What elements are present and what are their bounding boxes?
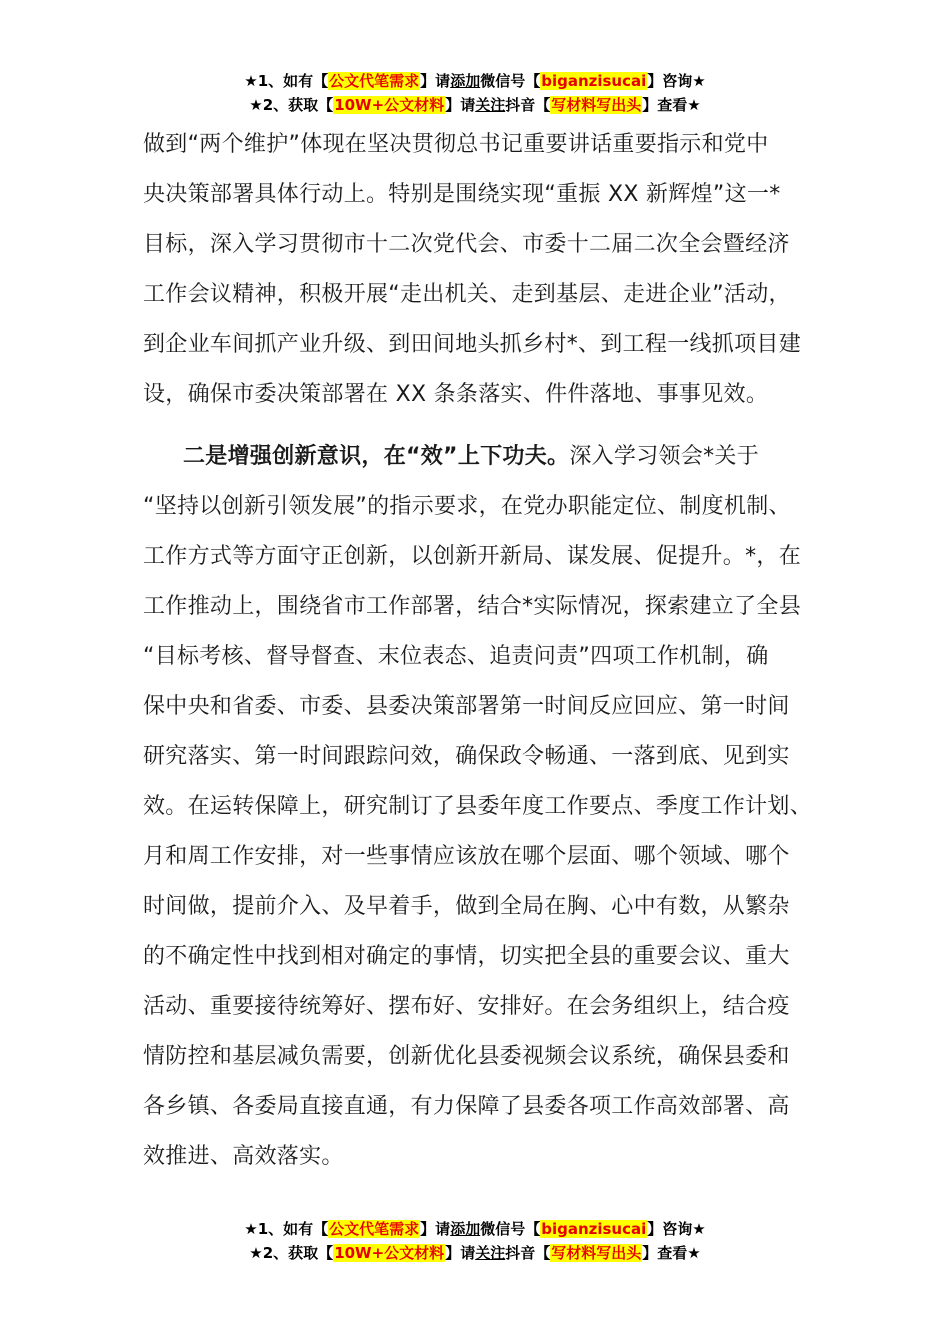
text-line: 研究落实、第一时间跟踪问效，确保政令畅通、一落到底、见到实 <box>143 744 790 769</box>
highlight-materials: 10W+公文材料 <box>334 1244 445 1262</box>
paragraph-spacer <box>143 420 833 432</box>
text-line: 工作会议精神，积极开展“走出机关、走到基层、走进企业”活动， <box>143 282 791 307</box>
banner-line-2 <box>0 1241 950 1265</box>
highlight-materials: 10W+公文材料 <box>334 96 445 114</box>
highlight-douyin-account: 写材料写出头 <box>551 1244 642 1262</box>
banner-underlined-text: 关注 <box>475 1244 506 1262</box>
text-line: 效推进、高效落实。 <box>143 1144 344 1169</box>
paragraph-heading: 二是增强创新意识，在“效”上下功夫。 <box>183 444 570 469</box>
document-body <box>143 120 833 1182</box>
banner-text: 抖音【 <box>505 1244 551 1262</box>
highlight-wechat-id: biganzisucai <box>541 72 647 90</box>
banner-text: ★1、如有【 <box>244 1220 329 1238</box>
banner-text: ★2、获取【 <box>249 1244 334 1262</box>
text-line: 情防控和基层减负需要，创新优化县委视频会议系统，确保县委和 <box>143 1044 790 1069</box>
banner-underlined-text: 添加 <box>450 1220 481 1238</box>
text-line: 工作方式等方面守正创新，以创新开新局、谋发展、促提升。*，在 <box>143 544 802 569</box>
paragraph-2 <box>143 432 833 1182</box>
banner-text: 】请 <box>445 1244 476 1262</box>
text-line: 到企业车间抓产业升级、到田间地头抓乡村*、到工程一线抓项目建 <box>143 332 802 357</box>
highlight-douyin-account: 写材料写出头 <box>551 96 642 114</box>
text-line: 的不确定性中找到相对确定的事情，切实把全县的重要会议、重大 <box>143 944 790 969</box>
highlight-writing-service: 公文代笔需求 <box>329 72 420 90</box>
banner-underlined-text: 关注 <box>475 96 506 114</box>
banner-text: 微信号【 <box>480 1220 541 1238</box>
banner-text: 】查看★ <box>642 1244 701 1262</box>
text-line-first <box>143 432 833 482</box>
banner-line-2 <box>0 93 950 117</box>
text-line: 效。在运转保障上，研究制订了县委年度工作要点、季度工作计划、 <box>143 794 813 819</box>
banner-text: 】请 <box>445 96 476 114</box>
text-line: 目标，深入学习贯彻市十二次党代会、市委十二届二次全会暨经济 <box>143 232 790 257</box>
text-line: 月和周工作安排，对一些事情应该放在哪个层面、哪个领域、哪个 <box>143 844 790 869</box>
banner-underlined-text: 添加 <box>450 72 481 90</box>
banner-text: ★2、获取【 <box>249 96 334 114</box>
banner-text: 】查看★ <box>642 96 701 114</box>
text-line: “目标考核、督导督查、末位表态、追责问责”四项工作机制，确 <box>143 644 769 669</box>
banner-text: 】咨询★ <box>647 72 706 90</box>
highlight-wechat-id: biganzisucai <box>541 1220 647 1238</box>
highlight-writing-service: 公文代笔需求 <box>329 1220 420 1238</box>
text-line: 设，确保市委决策部署在 XX 条条落实、件件落地、事事见效。 <box>143 382 769 407</box>
paragraph-1 <box>143 120 833 420</box>
text-line: 做到“两个维护”体现在坚决贯彻总书记重要讲话重要指示和党中 <box>143 132 769 157</box>
banner-line-1 <box>0 69 950 93</box>
text-line: 保中央和省委、市委、县委决策部署第一时间反应回应、第一时间 <box>143 694 790 719</box>
text-line: 工作推动上，围绕省市工作部署，结合*实际情况，探索建立了全县 <box>143 594 802 619</box>
banner-text: ★1、如有【 <box>244 72 329 90</box>
banner-text: 微信号【 <box>480 72 541 90</box>
text-line: “坚持以创新引领发展”的指示要求，在党办职能定位、制度机制、 <box>143 494 791 519</box>
text-line: 活动、重要接待统筹好、摆布好、安排好。在会务组织上，结合疫 <box>143 994 790 1019</box>
banner-text: 】请 <box>420 72 451 90</box>
text-run: 深入学习领会*关于 <box>569 444 760 469</box>
text-line: 时间做，提前介入、及早着手，做到全局在胸、心中有数，从繁杂 <box>143 894 790 919</box>
banner-text: 抖音【 <box>505 96 551 114</box>
text-line: 各乡镇、各委局直接直通，有力保障了县委各项工作高效部署、高 <box>143 1094 790 1119</box>
banner-text: 】请 <box>420 1220 451 1238</box>
banner-text: 】咨询★ <box>647 1220 706 1238</box>
banner-line-1 <box>0 1217 950 1241</box>
text-line: 央决策部署具体行动上。特别是围绕实现“重振 XX 新辉煌”这一* <box>143 182 781 207</box>
header-banner <box>0 69 950 117</box>
footer-banner <box>0 1217 950 1265</box>
